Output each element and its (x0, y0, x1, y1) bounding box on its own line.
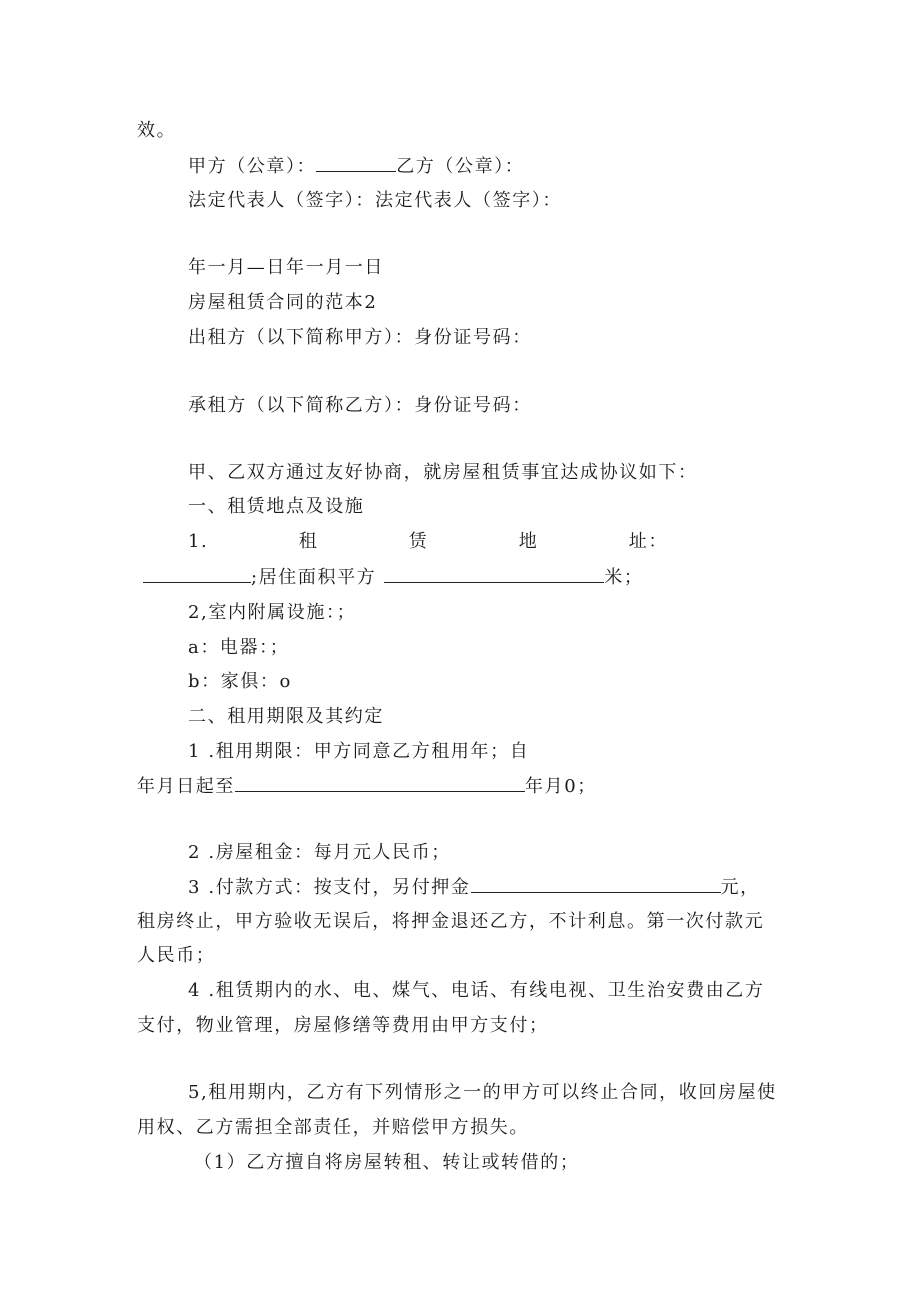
blank-line (471, 874, 721, 893)
blank-line (384, 564, 604, 583)
blank-line (143, 564, 251, 583)
area-label: ;居住面积平方 (251, 567, 377, 588)
facilities-line: 2,室内附属设施：； (188, 602, 357, 623)
section-title: 房屋租赁合同的范本2 (188, 292, 378, 313)
signature-line-party-a (188, 153, 524, 180)
utilities-line: 4 .租赁期内的水、电、煤气、电话、有线电视、卫生治安费由乙方 (188, 980, 765, 1001)
address-char: 赁 (408, 531, 429, 552)
area-unit: 米； (604, 567, 644, 588)
lessee-line: 承租方（以下简称乙方）：身份证号码： (188, 395, 532, 416)
lease-period-line (137, 773, 597, 800)
party-b-seal-label: 乙方（公章）： (396, 156, 525, 177)
blank-line (235, 773, 525, 792)
lessor-line: 出租方（以下简称甲方）：身份证号码： (188, 327, 532, 348)
period-start-label: 年月日起至 (137, 776, 235, 797)
address-char: 地 (518, 531, 539, 552)
appliances-line: a：电器：； (188, 637, 290, 658)
address-char: 租 (298, 531, 319, 552)
agreement-intro: 甲、乙双方通过友好协商，就房屋租赁事宜达成协议如下： (188, 462, 698, 483)
clause-heading-1: 一、租赁地点及设施 (188, 496, 365, 517)
address-char: 址： (628, 531, 668, 552)
clause-heading-2: 二、租用期限及其约定 (188, 706, 384, 727)
address-char: 1. (188, 531, 209, 552)
blank-line (316, 153, 396, 172)
text-line: 支付，物业管理，房屋修缮等费用由甲方支付； (137, 1015, 549, 1036)
text-line: 效。 (137, 120, 177, 141)
legal-representative-line: 法定代表人（签字）：法定代表人（签字）： (188, 190, 562, 211)
lease-term-line: 1 .租用期限：甲方同意乙方租用年；自 (188, 741, 530, 762)
furniture-line: b：家俱：o (188, 671, 292, 692)
termination-item-1: （1）乙方擅自将房屋转租、转让或转借的； (194, 1152, 580, 1173)
rent-line: 2 .房屋租金：每月元人民币； (188, 842, 451, 863)
period-end-label: 年月0； (525, 776, 597, 797)
payment-label: 3 .付款方式：按支付，另付押金 (188, 877, 471, 898)
text-line: 用权、乙方需担全部责任，并赔偿甲方损失。 (137, 1117, 529, 1138)
text-line: 人民币； (137, 945, 216, 966)
party-a-seal-label: 甲方（公章）： (188, 156, 317, 177)
area-line (143, 564, 643, 591)
payment-line (188, 874, 760, 901)
deposit-unit: 元， (720, 877, 760, 898)
text-line: 租房终止，甲方验收无误后，将押金退还乙方，不计利息。第一次付款元 (137, 911, 765, 932)
date-line: 年一月—日年一月一日 (188, 257, 384, 278)
termination-clause-line: 5,租用期内，乙方有下列情形之一的甲方可以终止合同，收回房屋使 (188, 1082, 777, 1103)
rental-address-line (188, 529, 668, 555)
